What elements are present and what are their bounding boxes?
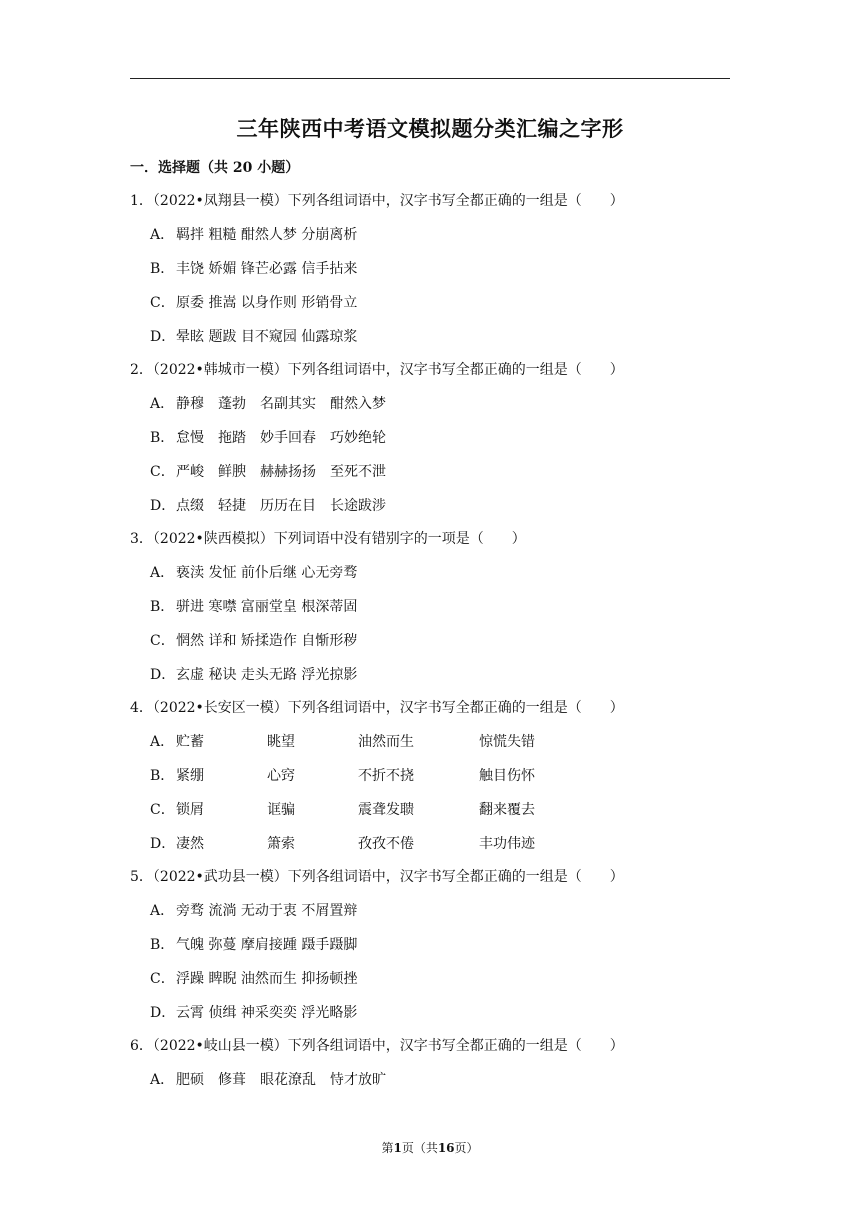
option-word-4: 丰功伟迹 [479,836,535,852]
option-text: 静穆 蓬勃 名副其实 酣然入梦 [176,396,386,412]
option-word-1: 凄然 [176,836,204,852]
question-2-option-b[interactable] [150,427,386,447]
option-word-1: 贮蓄 [176,734,204,750]
question-5-stem: 5．（2022•武功县一模）下列各组词语中，汉字书写全都正确的一组是（ ） [130,869,624,885]
question-5-option-b[interactable] [150,934,357,954]
option-text: 亵渎 发怔 前仆后继 心无旁骛 [176,565,358,581]
option-text: 惘然 详和 矫揉造作 自惭形秽 [176,633,358,649]
option-letter: D． [150,836,176,852]
header-rule [130,78,730,79]
section-heading: 一．选择题（共 20 小题） [130,160,300,176]
option-text: 严峻 鲜腴 赫赫扬扬 至死不泄 [176,464,386,480]
option-text: 肥硕 修葺 眼花潦乱 恃才放旷 [176,1072,386,1088]
option-letter: D． [150,1005,176,1021]
option-word-3: 油然而生 [358,734,414,750]
document-title: 三年陕西中考语文模拟题分类汇编之字形 [236,116,624,141]
option-text: 浮躁 睥睨 油然而生 抑扬顿挫 [176,971,358,987]
option-word-4: 翻来覆去 [479,802,535,818]
option-letter: C． [150,295,175,311]
option-letter: C． [150,802,175,818]
option-letter: A． [150,1072,175,1088]
footer-suffix: 页） [454,1141,479,1155]
question-5-option-c[interactable] [150,968,357,988]
option-text: 云霄 侦缉 神采奕奕 浮光略影 [176,1005,358,1021]
option-letter: A． [150,565,175,581]
question-3-stem: 3．（2022•陕西模拟）下列词语中没有错别字的一项是（ ） [130,531,526,547]
question-3-option-d[interactable] [150,664,357,684]
option-letter: B． [150,937,175,953]
footer-mid: 页（共 [401,1141,438,1155]
question-3-option-b[interactable] [150,596,357,616]
question-6-option-a[interactable] [150,1069,386,1089]
option-letter: C． [150,971,175,987]
option-text: 原委 推嵩 以身作则 形销骨立 [176,295,358,311]
question-5-option-a[interactable] [150,900,357,920]
option-text: 骈进 寒噤 富丽堂皇 根深蒂固 [176,599,358,615]
question-3-option-c[interactable] [150,630,357,650]
question-1-option-b[interactable] [150,258,357,278]
footer-prefix: 第 [381,1141,394,1155]
option-word-2: 诓骗 [267,802,295,818]
option-text: 旁骛 流淌 无动于衷 不屑置辩 [176,903,358,919]
option-letter: A． [150,227,175,243]
option-text: 晕眩 题跋 目不窥园 仙露琼浆 [176,329,358,345]
option-letter: B． [150,768,175,784]
option-letter: C． [150,633,175,649]
question-2-option-a[interactable] [150,393,386,413]
option-letter: B． [150,261,175,277]
question-2-option-d[interactable] [150,495,386,515]
option-text: 羁拌 粗糙 酣然人梦 分崩离析 [176,227,358,243]
option-letter: A． [150,396,175,412]
page-footer [0,1139,860,1156]
question-4-stem: 4．（2022•长安区一模）下列各组词语中，汉字书写全都正确的一组是（ ） [130,700,624,716]
option-word-3: 不折不挠 [358,768,414,784]
option-word-2: 箫索 [267,836,295,852]
question-2-stem: 2．（2022•韩城市一模）下列各组词语中，汉字书写全都正确的一组是（ ） [130,362,624,378]
question-5-option-d[interactable] [150,1002,357,1022]
option-letter: A． [150,903,175,919]
option-letter: D． [150,329,176,345]
option-letter: A． [150,734,175,750]
option-word-3: 孜孜不倦 [358,836,414,852]
option-word-4: 触目伤怀 [479,768,535,784]
option-word-1: 锁屑 [176,802,204,818]
option-letter: B． [150,599,175,615]
option-word-3: 震聋发聩 [358,802,414,818]
question-3-option-a[interactable] [150,562,357,582]
question-2-option-c[interactable] [150,461,386,481]
question-1-option-d[interactable] [150,326,357,346]
question-1-stem: 1．（2022•凤翔县一模）下列各组词语中，汉字书写全都正确的一组是（ ） [130,193,624,209]
footer-total-pages: 16 [437,1141,455,1155]
option-word-2: 眺望 [267,734,295,750]
option-word-4: 惊慌失错 [479,734,535,750]
option-word-1: 紧绷 [176,768,204,784]
option-text: 玄虚 秘诀 走头无路 浮光掠影 [176,667,358,683]
question-1-option-a[interactable] [150,224,357,244]
option-letter: C． [150,464,175,480]
option-letter: D． [150,498,176,514]
option-word-2: 心窍 [267,768,295,784]
option-text: 丰饶 娇媚 锋芒必露 信手拈来 [176,261,358,277]
option-text: 点缀 轻捷 历历在目 长途跋涉 [176,498,386,514]
option-letter: D． [150,667,176,683]
option-letter: B． [150,430,175,446]
option-text: 怠慢 拖踏 妙手回春 巧妙绝轮 [176,430,386,446]
footer-page-number: 1 [393,1141,402,1155]
question-1-option-c[interactable] [150,292,357,312]
question-6-stem: 6．（2022•岐山县一模）下列各组词语中，汉字书写全都正确的一组是（ ） [130,1038,624,1054]
option-text: 气魄 弥蔓 摩肩接踵 蹑手蹑脚 [176,937,358,953]
